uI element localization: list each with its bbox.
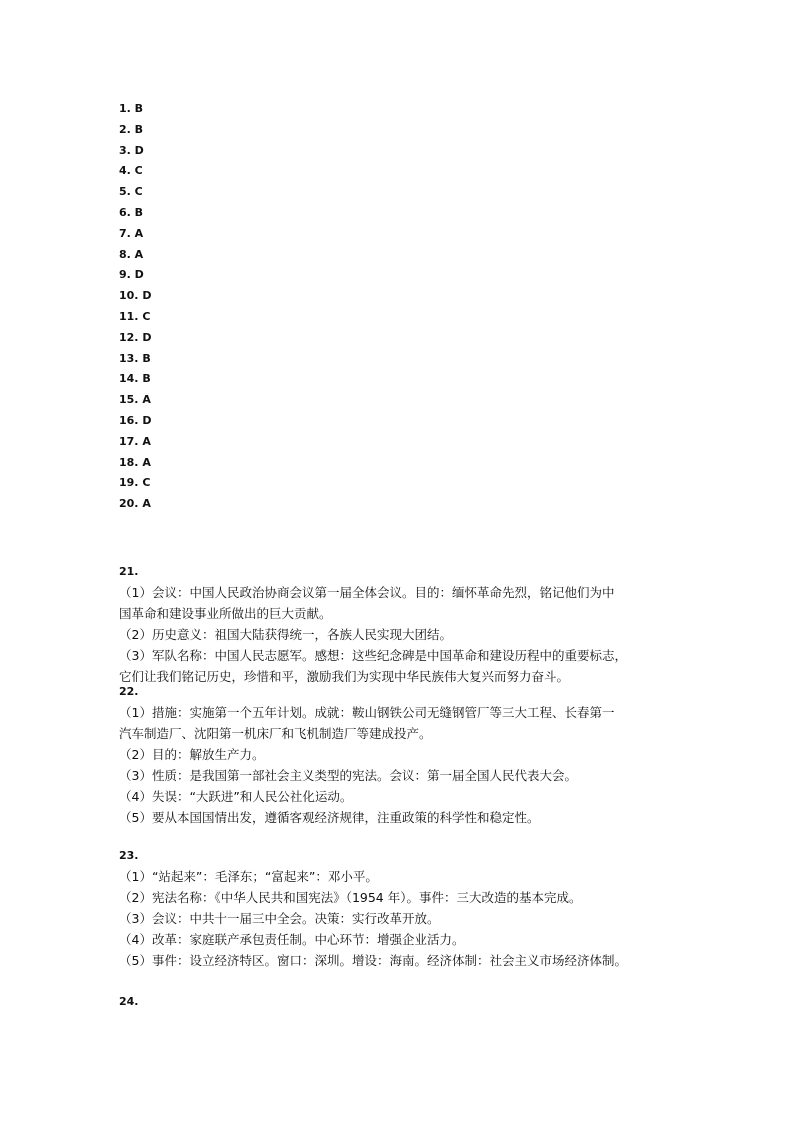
- mc-answer-1: 1. B: [119, 102, 144, 115]
- mc-answer-8: 8. A: [119, 247, 144, 261]
- answer-line: （5）事件：设立经济特区。窗口：深圳。增设：海南。经济体制：社会主义市场经济体制。: [119, 953, 627, 968]
- mc-answer-5: 5. C: [119, 185, 143, 199]
- question-21-answer: [119, 561, 689, 687]
- mc-answer-16: 16. D: [119, 413, 152, 427]
- mc-answer-18: 18. A: [119, 455, 151, 469]
- mc-answer-3: 3. D: [119, 143, 144, 157]
- mc-answer-11: 11. C: [119, 309, 151, 323]
- answer-line: 汽车制造厂、沈阳第一机床厂和飞机制造厂等建成投产。: [119, 726, 432, 741]
- mc-answer-15: 15. A: [119, 393, 151, 407]
- mc-answer-4: 4. C: [119, 164, 143, 178]
- question-number: 23.: [119, 849, 139, 862]
- mc-answer-12: 12. D: [119, 330, 152, 344]
- mc-answer-9: 9. D: [119, 268, 144, 282]
- mc-answer-6: 6. B: [119, 205, 144, 219]
- answer-line: （1）措施：实施第一个五年计划。成就：鞍山钢铁公司无缝钢管厂等三大工程、长春第一: [119, 705, 615, 720]
- question-number: 24.: [119, 995, 139, 1008]
- mc-answer-19: 19. C: [119, 476, 151, 490]
- answer-line: （2）目的：解放生产力。: [119, 747, 265, 762]
- question-22-answer: [119, 681, 689, 828]
- answer-line: （2）历史意义：祖国大陆获得统一，各族人民实现大团结。: [119, 627, 452, 642]
- question-23-answer: [119, 845, 689, 971]
- question-number: 22.: [119, 685, 139, 698]
- answer-line: （3）会议：中共十一届三中全会。决策：实行改革开放。: [119, 911, 440, 926]
- answer-line: （3）军队名称：中国人民志愿军。感想：这些纪念碑是中国革命和建设历程中的重要标志，: [119, 648, 627, 663]
- answer-line: （3）性质：是我国第一部社会主义类型的宪法。会议：第一届全国人民代表大会。: [119, 768, 577, 783]
- answer-line: （1）“站起来”：毛泽东；“富起来”：邓小平。: [119, 869, 378, 884]
- answer-line: （5）要从本国国情出发，遵循客观经济规律，注重政策的科学性和稳定性。: [119, 810, 540, 825]
- question-24-answer: [119, 991, 689, 1012]
- mc-answer-20: 20. A: [119, 497, 151, 511]
- answer-line: （4）改革：家庭联产承包责任制。中心环节：增强企业活力。: [119, 932, 465, 947]
- answer-line: （2）宪法名称：《中华人民共和国宪法》（1954 年）。事件：三大改造的基本完成。: [119, 890, 582, 905]
- mc-answer-2: 2. B: [119, 122, 144, 136]
- mc-answer-17: 17. A: [119, 434, 151, 448]
- question-number: 21.: [119, 565, 139, 578]
- mc-answer-7: 7. A: [119, 226, 144, 240]
- mc-answer-14: 14. B: [119, 372, 151, 386]
- mc-answer-13: 13. B: [119, 351, 151, 365]
- mc-answer-10: 10. D: [119, 289, 152, 303]
- answer-line: （4）失误：“大跃进”和人民公社化运动。: [119, 789, 353, 804]
- multiple-choice-answers: [119, 99, 151, 515]
- answer-line: （1）会议：中国人民政治协商会议第一届全体会议。目的：缅怀革命先烈，铭记他们为中: [119, 585, 615, 600]
- answer-line: 国革命和建设事业所做出的巨大贡献。: [119, 606, 332, 621]
- answer-line: 它们让我们铭记历史，珍惜和平，激励我们为实现中华民族伟大复兴而努力奋斗。: [119, 669, 570, 684]
